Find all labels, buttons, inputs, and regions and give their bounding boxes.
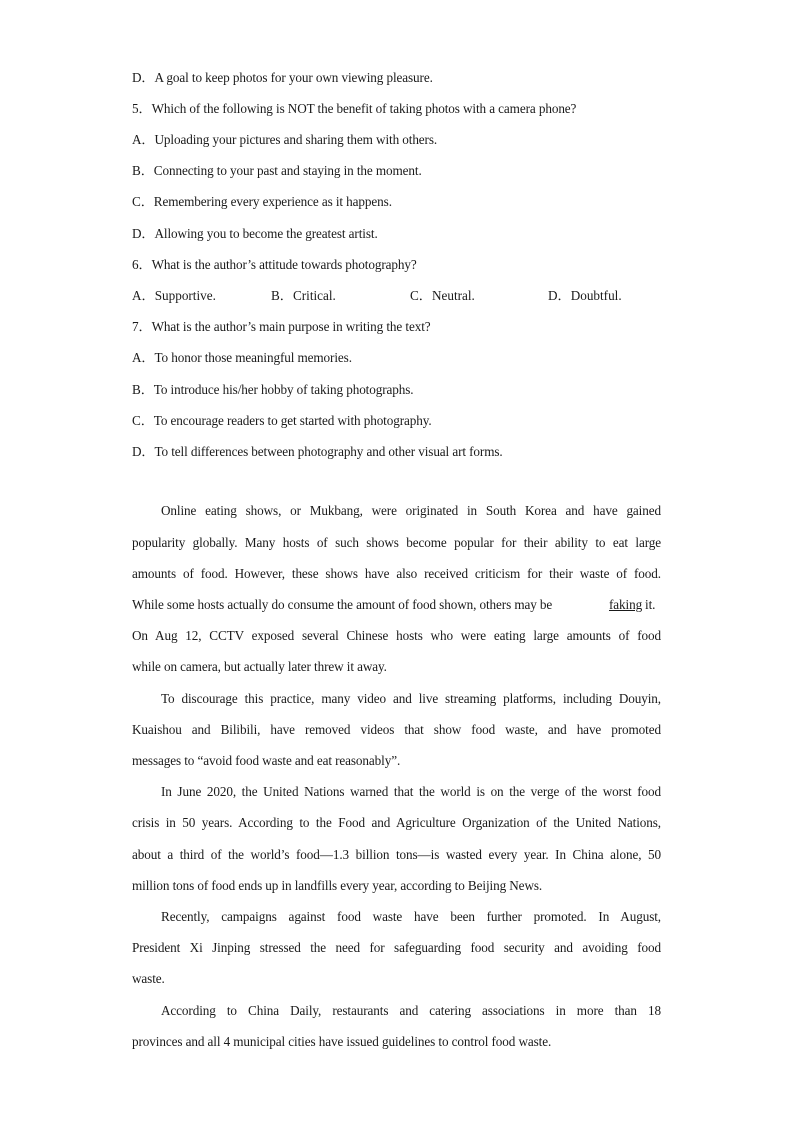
option-q7-b: B．To introduce his/her hobby of taking photographs. — [132, 382, 414, 397]
question-6: 6．What is the author’s attitude towards photography? — [132, 257, 417, 272]
passage-p2-line-2: Kuaishou and Bilibili, have removed videos that show food waste, and have promoted — [132, 722, 661, 737]
option-q5-b: B．Connecting to your past and staying in the moment. — [132, 163, 422, 178]
passage-p1-line-5: On Aug 12, CCTV exposed several Chinese hosts who were eating large amounts of food — [132, 628, 661, 643]
option-q4-d: D．A goal to keep photos for your own viewing pleasure. — [132, 70, 433, 85]
underlined-word-faking: faking — [609, 597, 643, 612]
passage-p4-line-1: Recently, campaigns against food waste have been further promoted. In August, — [161, 909, 661, 924]
passage-p1-line-4-text: While some hosts actually do consume the amount of food shown, others may be — [132, 597, 553, 612]
passage-p1-line-2: popularity globally. Many hosts of such shows become popular for their ability to eat large — [132, 535, 661, 550]
option-q7-c: C．To encourage readers to get started with photography. — [132, 413, 432, 428]
passage-p2-line-3: messages to “avoid food waste and eat reasonably”. — [132, 753, 401, 768]
passage-p4-line-2: President Xi Jinping stressed the need for safeguarding food security and avoiding food — [132, 940, 661, 955]
passage-p1-line-4 — [132, 597, 661, 613]
passage-p1-line-4-end: it. — [645, 597, 656, 612]
passage-p3-line-4: million tons of food ends up in landfills every year, according to Beijing News. — [132, 878, 543, 893]
question-7: 7．What is the author’s main purpose in writing the text? — [132, 319, 431, 334]
passage-p1-line-6: while on camera, but actually later threw it away. — [132, 659, 387, 674]
passage-p4-line-3: waste. — [132, 971, 165, 986]
passage-p1-line-3: amounts of food. However, these shows have also received criticism for their waste of food. — [132, 566, 661, 581]
option-q7-d: D．To tell differences between photography and other visual art forms. — [132, 444, 503, 459]
option-q6-d: D．Doubtful. — [548, 288, 622, 303]
option-q6-b: B．Critical. — [271, 288, 336, 303]
option-q5-d: D．Allowing you to become the greatest artist. — [132, 226, 378, 241]
passage-p3-line-3: about a third of the world’s food—1.3 billion tons—is wasted every year. In China alone, 50 — [132, 847, 661, 862]
passage-p2-line-1: To discourage this practice, many video and live streaming platforms, including Douyin, — [161, 691, 661, 706]
option-q6-c: C．Neutral. — [410, 288, 475, 303]
passage-p3-line-1: In June 2020, the United Nations warned that the world is on the verge of the worst food — [161, 784, 661, 799]
passage-p5-line-1: According to China Daily, restaurants and catering associations in more than 18 — [161, 1003, 661, 1018]
question-5: 5．Which of the following is NOT the benefit of taking photos with a camera phone? — [132, 101, 577, 116]
passage-p3-line-2: crisis in 50 years. According to the Food and Agriculture Organization of the United Nations, — [132, 815, 661, 830]
option-q7-a: A．To honor those meaningful memories. — [132, 350, 352, 365]
option-q5-a: A．Uploading your pictures and sharing them with others. — [132, 132, 438, 147]
option-q5-c: C．Remembering every experience as it happens. — [132, 194, 392, 209]
option-q6-a: A．Supportive. — [132, 288, 216, 303]
passage-p1-line-1: Online eating shows, or Mukbang, were originated in South Korea and have gained — [161, 503, 661, 518]
passage-p5-line-2: provinces and all 4 municipal cities have issued guidelines to control food waste. — [132, 1034, 552, 1049]
